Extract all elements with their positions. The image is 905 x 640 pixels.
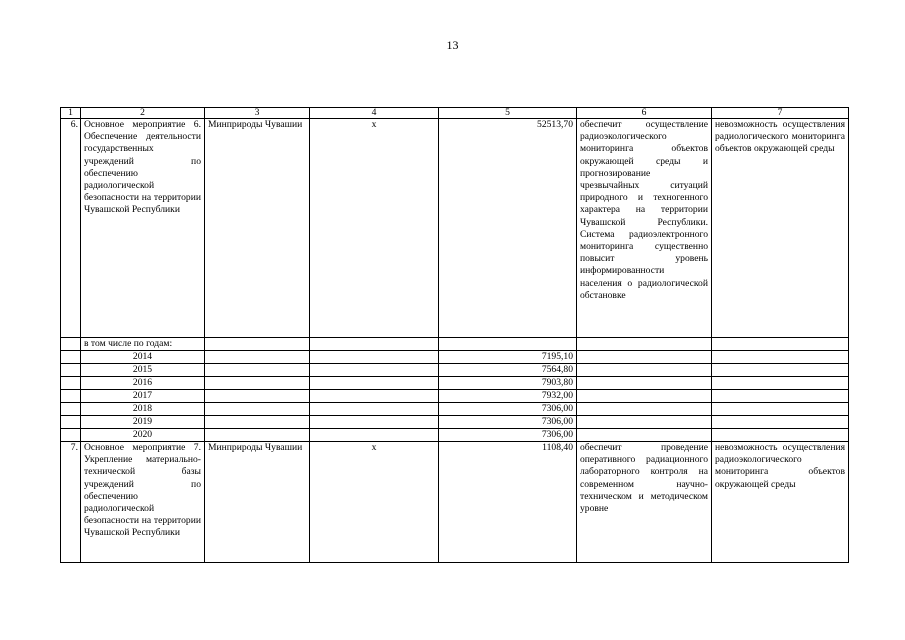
empty-cell [205,364,310,377]
year-amount-cell: 7306,00 [439,416,577,429]
empty-cell [577,338,712,351]
amount-cell: 1108,40 [439,442,577,563]
empty-cell [577,351,712,364]
executor-cell: Минприроды Чувашии [205,442,310,563]
row-number: 7. [61,442,81,563]
col4-cell: х [310,119,439,338]
empty-cell [577,403,712,416]
header-cell-1: 1 [61,108,81,119]
empty-cell [310,351,439,364]
page-number: 13 [446,38,459,52]
header-cell-6: 6 [577,108,712,119]
header-cell-2: 2 [81,108,205,119]
consequence-cell: невозможность осуществления радиоэкологического мониторинга объектов окружающей среды [712,442,849,563]
empty-cell [310,390,439,403]
empty-cell [205,338,310,351]
by-years-label: в том числе по годам: [81,338,205,351]
empty-cell [61,403,81,416]
empty-cell [61,416,81,429]
year-cell: 2015 [81,364,205,377]
empty-cell [310,416,439,429]
year-amount-cell: 7564,80 [439,364,577,377]
col4-cell: х [310,442,439,563]
empty-cell [205,416,310,429]
year-cell: 2014 [81,351,205,364]
year-cell: 2020 [81,429,205,442]
year-row [61,377,849,390]
empty-cell [61,351,81,364]
year-row [61,390,849,403]
empty-cell [712,390,849,403]
empty-cell [205,403,310,416]
empty-cell [712,364,849,377]
empty-cell [577,377,712,390]
year-row [61,351,849,364]
program-events-table [60,107,849,563]
year-cell: 2016 [81,377,205,390]
header-cell-7: 7 [712,108,849,119]
year-row [61,429,849,442]
event-description: Основное мероприятие 6. Обеспечение деятельности государственных учреждений по обеспечению радиологической безопасности на территории Чувашской Республики [81,119,205,338]
empty-cell [577,429,712,442]
year-row [61,403,849,416]
year-cell: 2017 [81,390,205,403]
empty-cell [712,416,849,429]
empty-cell [310,377,439,390]
empty-cell [439,338,577,351]
empty-cell [712,403,849,416]
empty-cell [310,429,439,442]
empty-cell [577,364,712,377]
empty-cell [205,377,310,390]
consequence-cell: невозможность осуществления радиологического мониторинга объектов окружающей среды [712,119,849,338]
empty-cell [577,416,712,429]
event-description: Основное мероприятие 7. Укрепление материально-технической базы учреждений по обеспечению радиологической безопасности на территории Чувашской Республики [81,442,205,563]
year-row [61,364,849,377]
empty-cell [712,338,849,351]
result-cell: обеспечит проведение оперативного радиационного лабораторного контроля на современном научно-техническом и методическом уровне [577,442,712,563]
year-row [61,416,849,429]
year-amount-cell: 7903,80 [439,377,577,390]
empty-cell [712,377,849,390]
header-cell-5: 5 [439,108,577,119]
row-number: 6. [61,119,81,338]
year-amount-cell: 7932,00 [439,390,577,403]
year-amount-cell: 7195,10 [439,351,577,364]
table-row-event-7 [61,442,849,563]
executor-cell: Минприроды Чувашии [205,119,310,338]
empty-cell [61,390,81,403]
empty-cell [61,429,81,442]
header-cell-3: 3 [205,108,310,119]
empty-cell [61,377,81,390]
result-cell: обеспечит осуществление радиоэкологического мониторинга объектов окружающей среды и прогнозирование чрезвычайных ситуаций природного и техногенного характера на территории Чувашской Республики. Система радиоэлектронного мониторинга существенно повысит уровень информированности населения о радиологической обстановке [577,119,712,338]
year-cell: 2018 [81,403,205,416]
empty-cell [205,351,310,364]
by-years-label-row [61,338,849,351]
empty-cell [712,429,849,442]
empty-cell [712,351,849,364]
empty-cell [310,364,439,377]
header-cell-4: 4 [310,108,439,119]
year-cell: 2019 [81,416,205,429]
empty-cell [61,364,81,377]
empty-cell [61,338,81,351]
amount-cell: 52513,70 [439,119,577,338]
empty-cell [577,390,712,403]
year-amount-cell: 7306,00 [439,429,577,442]
empty-cell [310,338,439,351]
empty-cell [205,429,310,442]
table-header-row [61,108,849,119]
table-row-event-6 [61,119,849,338]
empty-cell [205,390,310,403]
empty-cell [310,403,439,416]
year-amount-cell: 7306,00 [439,403,577,416]
